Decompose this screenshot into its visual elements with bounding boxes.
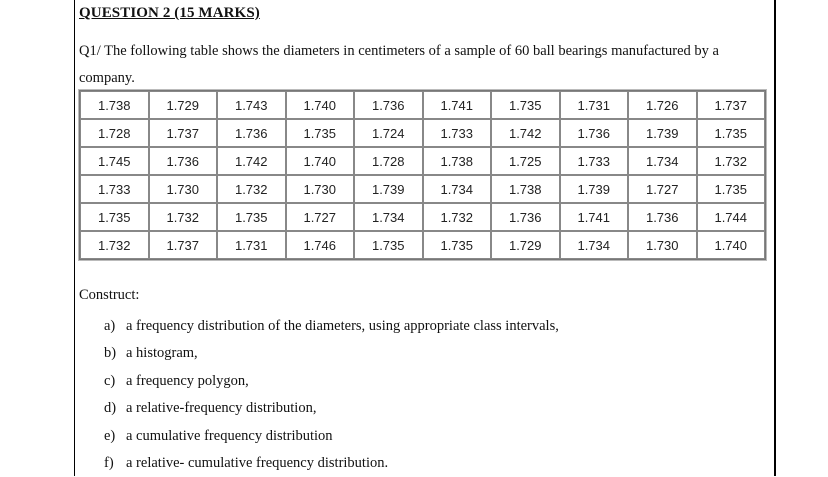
task-item (104, 423, 559, 450)
table-cell: 1.734 (628, 147, 697, 175)
table-cell: 1.735 (286, 119, 355, 147)
table-row (80, 147, 765, 175)
construct-label: Construct: (79, 287, 140, 303)
table-row (80, 203, 765, 231)
table-cell: 1.730 (286, 175, 355, 203)
table-cell: 1.732 (423, 203, 492, 231)
table-cell: 1.727 (286, 203, 355, 231)
task-text: a frequency distribution of the diameters, using appropriate class intervals, (126, 318, 559, 334)
table-cell: 1.730 (628, 231, 697, 259)
table-cell: 1.740 (286, 91, 355, 119)
page-border-right (774, 0, 776, 476)
table-cell: 1.726 (628, 91, 697, 119)
task-item (104, 450, 559, 477)
table-cell: 1.736 (560, 119, 629, 147)
table-cell: 1.735 (423, 231, 492, 259)
table-cell: 1.732 (217, 175, 286, 203)
task-item (104, 368, 559, 395)
table-cell: 1.738 (423, 147, 492, 175)
table-cell: 1.739 (354, 175, 423, 203)
task-label: e) (104, 427, 116, 444)
table-cell: 1.742 (217, 147, 286, 175)
question-heading: QUESTION 2 (15 MARKS) (79, 5, 260, 21)
table-cell: 1.731 (217, 231, 286, 259)
table-row (80, 119, 765, 147)
table-cell: 1.734 (560, 231, 629, 259)
task-label: a) (104, 318, 116, 334)
table-row (80, 231, 765, 259)
page-border-left (74, 0, 75, 476)
table-cell: 1.737 (697, 91, 766, 119)
task-text: a histogram, (126, 345, 198, 362)
task-text: a relative- cumulative frequency distribution. (126, 454, 389, 471)
table-cell: 1.737 (149, 231, 218, 259)
table-cell: 1.741 (560, 203, 629, 231)
task-item (104, 313, 559, 340)
table-cell: 1.743 (217, 91, 286, 119)
table-cell: 1.735 (80, 203, 149, 231)
table-cell: 1.736 (217, 119, 286, 147)
table-cell: 1.736 (628, 203, 697, 231)
table-cell: 1.732 (149, 203, 218, 231)
task-text: a cumulative frequency distribution (126, 427, 333, 444)
table-cell: 1.740 (286, 147, 355, 175)
table-cell: 1.735 (697, 175, 766, 203)
table-cell: 1.727 (628, 175, 697, 203)
table-cell: 1.728 (354, 147, 423, 175)
task-item (104, 340, 559, 367)
table-cell: 1.742 (491, 119, 560, 147)
table-cell: 1.733 (423, 119, 492, 147)
task-list (104, 313, 559, 477)
task-label: d) (104, 400, 117, 417)
table-cell: 1.734 (423, 175, 492, 203)
table-cell: 1.740 (697, 231, 766, 259)
question-intro: Q1/ The following table shows the diameters in centimeters of a sample of 60 ball bearings manufactured by a company. (79, 43, 719, 86)
table-cell: 1.739 (628, 119, 697, 147)
task-label: c) (104, 372, 116, 389)
table-cell: 1.744 (697, 203, 766, 231)
table-cell: 1.724 (354, 119, 423, 147)
table-cell: 1.739 (560, 175, 629, 203)
table-row (80, 91, 765, 119)
table-cell: 1.735 (217, 203, 286, 231)
table-cell: 1.745 (80, 147, 149, 175)
table-cell: 1.733 (560, 147, 629, 175)
table-cell: 1.738 (80, 91, 149, 119)
table-cell: 1.735 (491, 91, 560, 119)
table-cell: 1.725 (491, 147, 560, 175)
task-text: a relative-frequency distribution, (126, 400, 317, 417)
task-item (104, 395, 559, 422)
task-label: f) (104, 454, 114, 471)
table-cell: 1.732 (697, 147, 766, 175)
table-cell: 1.729 (491, 231, 560, 259)
table-cell: 1.735 (354, 231, 423, 259)
diameters-table (79, 90, 766, 260)
table-cell: 1.738 (491, 175, 560, 203)
table-cell: 1.736 (354, 91, 423, 119)
table-row (80, 175, 765, 203)
table-cell: 1.736 (149, 147, 218, 175)
table-cell: 1.732 (80, 231, 149, 259)
table-cell: 1.733 (80, 175, 149, 203)
table-cell: 1.746 (286, 231, 355, 259)
table-cell: 1.734 (354, 203, 423, 231)
table-cell: 1.736 (491, 203, 560, 231)
table-cell: 1.735 (697, 119, 766, 147)
table-cell: 1.730 (149, 175, 218, 203)
table-cell: 1.728 (80, 119, 149, 147)
table-cell: 1.731 (560, 91, 629, 119)
task-text: a frequency polygon, (126, 372, 249, 389)
table-cell: 1.737 (149, 119, 218, 147)
table-cell: 1.741 (423, 91, 492, 119)
table-cell: 1.729 (149, 91, 218, 119)
task-label: b) (104, 345, 117, 362)
